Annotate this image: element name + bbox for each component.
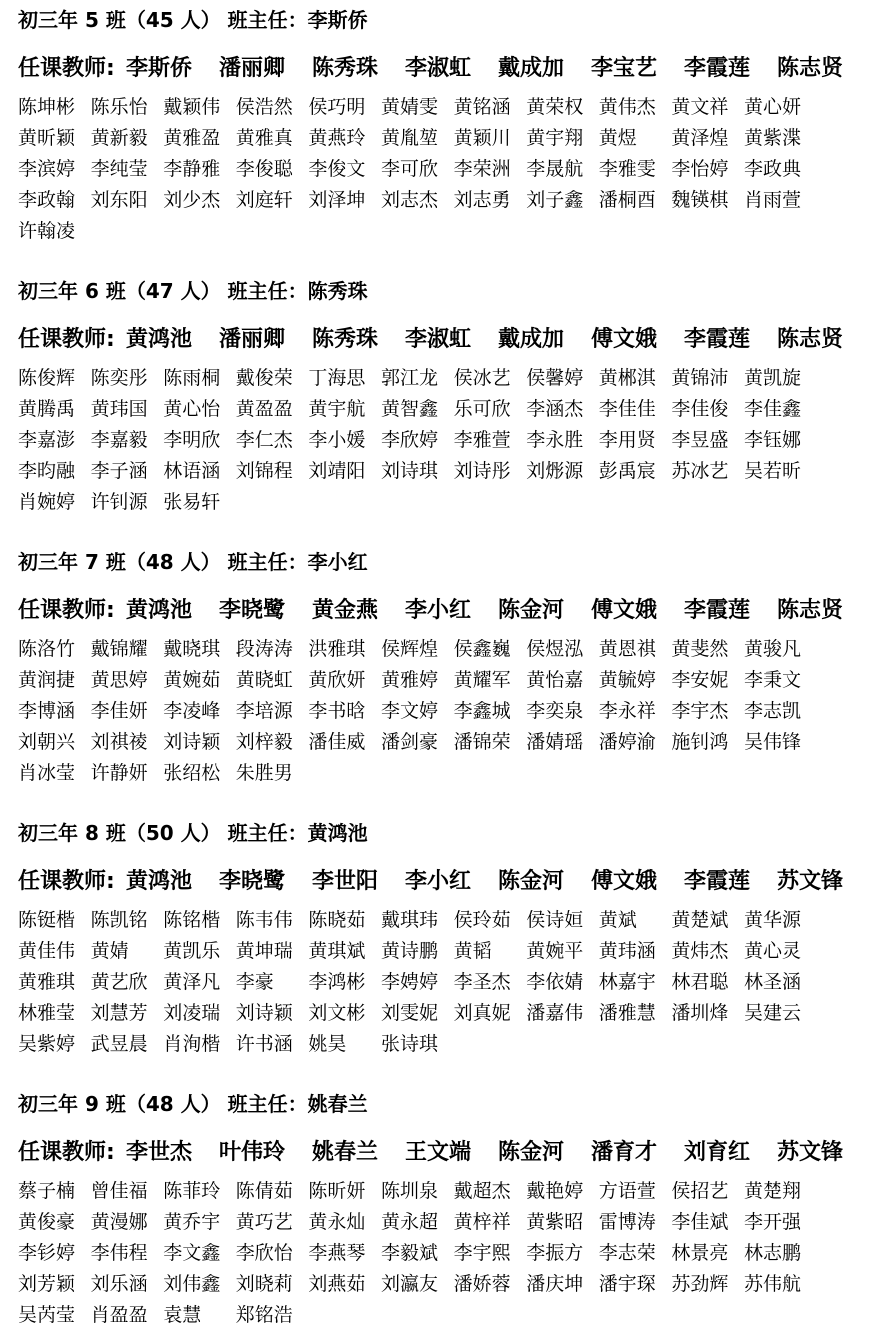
student-name: 潘婧瑶	[526, 731, 584, 753]
teacher-list	[18, 595, 870, 627]
student-name: 黄煜	[598, 127, 637, 149]
student-name: 黄紫昭	[526, 1211, 584, 1233]
student-name: 刘朝兴	[18, 731, 76, 753]
teacher-name: 傅文娥	[591, 869, 658, 894]
student-name: 李嘉毅	[90, 429, 148, 451]
student-name: 黄骏凡	[744, 638, 802, 660]
teacher-name: 傅文娥	[591, 327, 658, 352]
student-name: 苏伟航	[744, 1273, 802, 1295]
student-name: 陈雨桐	[163, 367, 221, 389]
student-name: 李佳佳	[598, 398, 656, 420]
student-name: 刘诗琪	[381, 460, 439, 482]
student-name: 张绍松	[163, 762, 221, 784]
student-name: 潘雅慧	[598, 1002, 656, 1024]
student-name: 刘雯妮	[381, 1002, 439, 1024]
student-name: 黄泽凡	[163, 971, 221, 993]
teacher-name: 李霞莲	[684, 869, 751, 894]
student-name: 刘志勇	[453, 189, 511, 211]
student-name: 陈凯铭	[90, 909, 148, 931]
student-name: 黄雅真	[235, 127, 293, 149]
class-title: 初三年 8 班（50 人） 班主任：黄鸿池	[18, 821, 368, 845]
student-name: 李用贤	[598, 429, 656, 451]
student-name: 李奕泉	[526, 700, 584, 722]
student-name: 林君聪	[671, 971, 729, 993]
student-name: 吴紫婷	[18, 1033, 76, 1055]
student-name: 黄郴淇	[598, 367, 656, 389]
student-name: 李永祥	[598, 700, 656, 722]
student-name: 李昀融	[18, 460, 76, 482]
student-name: 黄心灵	[744, 940, 802, 962]
student-name: 潘庆坤	[526, 1273, 584, 1295]
teacher-name: 潘育才	[591, 1140, 658, 1165]
student-name: 黄乔宇	[163, 1211, 221, 1233]
student-name: 曾佳福	[90, 1180, 148, 1202]
student-name: 李佳鑫	[744, 398, 802, 420]
student-name: 李俊文	[308, 158, 366, 180]
student-name: 陈坤彬	[18, 96, 76, 118]
student-name: 黄俊豪	[18, 1211, 76, 1233]
student-name: 戴俊荣	[235, 367, 293, 389]
student-name: 潘佳威	[308, 731, 366, 753]
student-name: 黄炜杰	[671, 940, 729, 962]
student-name: 刘梓毅	[235, 731, 293, 753]
student-name: 陈乐怡	[90, 96, 148, 118]
student-name: 许书涵	[235, 1033, 293, 1055]
student-name: 李仁杰	[235, 429, 293, 451]
student-name: 苏冰艺	[671, 460, 729, 482]
teacher-name: 陈金河	[498, 1140, 565, 1165]
student-name: 戴艳婷	[526, 1180, 584, 1202]
student-name: 黄恩祺	[598, 638, 656, 660]
student-name: 陈昕妍	[308, 1180, 366, 1202]
teacher-name: 潘丽卿	[219, 327, 286, 352]
teacher-name: 潘丽卿	[219, 56, 286, 81]
student-name: 潘锦荣	[453, 731, 511, 753]
student-name: 李小媛	[308, 429, 366, 451]
student-name: 黄韬	[453, 940, 492, 962]
student-name: 李宇杰	[671, 700, 729, 722]
student-name: 黄玮涵	[598, 940, 656, 962]
student-name: 戴琪玮	[381, 909, 439, 931]
teacher-label: 任课教师:	[18, 56, 115, 81]
student-name: 林景亮	[671, 1242, 729, 1264]
student-name: 黄婧雯	[381, 96, 439, 118]
student-name: 潘婷渝	[598, 731, 656, 753]
student-name: 戴锦耀	[90, 638, 148, 660]
student-name: 肖冰莹	[18, 762, 76, 784]
student-name: 侯玲茹	[453, 909, 511, 931]
teacher-label: 任课教师:	[18, 1140, 115, 1165]
student-name: 黄漫娜	[90, 1211, 148, 1233]
student-name: 彭禹宸	[598, 460, 656, 482]
teacher-name: 戴成加	[498, 327, 565, 352]
student-name: 李纯莹	[90, 158, 148, 180]
student-name: 李毅斌	[381, 1242, 439, 1264]
student-name: 黄宇翔	[526, 127, 584, 149]
teacher-name: 黄鸿池	[126, 598, 193, 623]
student-name: 李涵杰	[526, 398, 584, 420]
student-name: 刘慧芳	[90, 1002, 148, 1024]
student-name: 李雅雯	[598, 158, 656, 180]
teacher-list	[18, 53, 870, 85]
student-name: 李娉婷	[381, 971, 439, 993]
student-name: 黄润捷	[18, 669, 76, 691]
teacher-name: 李世杰	[126, 1140, 193, 1165]
student-name: 刘靖阳	[308, 460, 366, 482]
teacher-name: 李世阳	[312, 869, 379, 894]
student-name: 潘娇蓉	[453, 1273, 511, 1295]
student-name: 潘剑豪	[381, 731, 439, 753]
student-name: 黄耀军	[453, 669, 511, 691]
student-name: 黄昕颖	[18, 127, 76, 149]
teacher-name: 陈金河	[498, 869, 565, 894]
student-name: 姚昊	[308, 1033, 347, 1055]
student-name: 李政典	[744, 158, 802, 180]
student-name: 黄泽煌	[671, 127, 729, 149]
student-name: 李鸿彬	[308, 971, 366, 993]
student-name: 乐可欣	[453, 398, 511, 420]
teacher-name: 黄鸿池	[126, 327, 193, 352]
student-name: 林雅莹	[18, 1002, 76, 1024]
student-name: 侯馨婷	[526, 367, 584, 389]
student-name: 吴若昕	[744, 460, 802, 482]
student-name: 武昱晨	[90, 1033, 148, 1055]
student-name: 侯招艺	[671, 1180, 729, 1202]
student-name: 黄盈盈	[235, 398, 293, 420]
student-name: 黄燕玲	[308, 127, 366, 149]
teacher-name: 李霞莲	[684, 327, 751, 352]
teacher-name: 陈志贤	[777, 56, 844, 81]
student-name: 黄楚斌	[671, 909, 729, 931]
student-name: 李欣婷	[381, 429, 439, 451]
student-name: 李雅萱	[453, 429, 511, 451]
student-name: 黄新毅	[90, 127, 148, 149]
student-name: 刘锦程	[235, 460, 293, 482]
teacher-label: 任课教师:	[18, 869, 115, 894]
student-name: 吴建云	[744, 1002, 802, 1024]
student-name: 黄腾禹	[18, 398, 76, 420]
student-name: 黄荣权	[526, 96, 584, 118]
student-name: 李开强	[744, 1211, 802, 1233]
teacher-name: 李晓鹭	[219, 598, 286, 623]
student-name: 李佳斌	[671, 1211, 729, 1233]
student-name: 刘乐涵	[90, 1273, 148, 1295]
student-name: 黄婧	[90, 940, 129, 962]
student-name: 黄婉茹	[163, 669, 221, 691]
student-name: 黄凯乐	[163, 940, 221, 962]
student-name: 李凌峰	[163, 700, 221, 722]
teacher-name: 叶伟玲	[219, 1140, 286, 1165]
teacher-name: 苏文锋	[777, 1140, 844, 1165]
student-name: 林志鹏	[744, 1242, 802, 1264]
student-name: 侯冰艺	[453, 367, 511, 389]
student-name: 李可欣	[381, 158, 439, 180]
student-name: 李书晗	[308, 700, 366, 722]
student-name: 黄伟杰	[598, 96, 656, 118]
student-name: 黄雅琪	[18, 971, 76, 993]
student-name: 李豪	[235, 971, 274, 993]
student-name: 黄紫渫	[744, 127, 802, 149]
student-name: 黄文祥	[671, 96, 729, 118]
student-name: 李博涵	[18, 700, 76, 722]
teacher-name: 刘育红	[684, 1140, 751, 1165]
student-name: 陈铭楷	[163, 909, 221, 931]
student-name: 黄心怡	[163, 398, 221, 420]
student-name: 刘诗颖	[163, 731, 221, 753]
student-name: 戴超杰	[453, 1180, 511, 1202]
student-name: 张诗琪	[381, 1033, 439, 1055]
student-name: 黄宇航	[308, 398, 366, 420]
student-name: 刘诗彤	[453, 460, 511, 482]
student-name: 黄雅婷	[381, 669, 439, 691]
student-name: 肖盈盈	[90, 1304, 148, 1326]
student-name: 黄心妍	[744, 96, 802, 118]
teacher-name: 李淑虹	[405, 56, 472, 81]
student-name: 黄锦沛	[671, 367, 729, 389]
teacher-name: 李宝艺	[591, 56, 658, 81]
student-name: 李志凯	[744, 700, 802, 722]
student-name: 黄思婷	[90, 669, 148, 691]
student-name: 黄玮国	[90, 398, 148, 420]
student-name: 黄雅盈	[163, 127, 221, 149]
student-name: 黄艺欣	[90, 971, 148, 993]
student-name: 刘泽坤	[308, 189, 366, 211]
student-name: 李安妮	[671, 669, 729, 691]
teacher-name: 李霞莲	[684, 598, 751, 623]
student-name: 李钰娜	[744, 429, 802, 451]
student-name: 潘嘉伟	[526, 1002, 584, 1024]
teacher-name: 姚春兰	[312, 1140, 379, 1165]
student-name: 黄婉平	[526, 940, 584, 962]
student-name: 黄诗鹏	[381, 940, 439, 962]
student-name: 李文婷	[381, 700, 439, 722]
student-name: 陈铤楷	[18, 909, 76, 931]
teacher-name: 戴成加	[498, 56, 565, 81]
student-name: 李钐婷	[18, 1242, 76, 1264]
student-name: 李滨婷	[18, 158, 76, 180]
student-name: 刘伟鑫	[163, 1273, 221, 1295]
teacher-name: 苏文锋	[777, 869, 844, 894]
teacher-label: 任课教师:	[18, 327, 115, 352]
student-name: 肖婉婷	[18, 491, 76, 513]
student-name: 黄佳伟	[18, 940, 76, 962]
student-name: 潘圳烽	[671, 1002, 729, 1024]
teacher-label: 任课教师:	[18, 598, 115, 623]
student-name: 林嘉宇	[598, 971, 656, 993]
student-name: 李荣洲	[453, 158, 511, 180]
student-name: 刘晓莉	[235, 1273, 293, 1295]
student-name: 施钊鸿	[671, 731, 729, 753]
student-name: 刘祺祾	[90, 731, 148, 753]
student-name: 袁慧	[163, 1304, 202, 1326]
teacher-name: 黄金燕	[312, 598, 379, 623]
student-name: 李嘉澎	[18, 429, 76, 451]
student-name: 黄晓虹	[235, 669, 293, 691]
student-name: 张易轩	[163, 491, 221, 513]
student-name: 黄华源	[744, 909, 802, 931]
student-name: 许翰凌	[18, 220, 76, 242]
student-name: 肖洵楷	[163, 1033, 221, 1055]
student-name: 侯辉煌	[381, 638, 439, 660]
student-name: 吴芮莹	[18, 1304, 76, 1326]
student-name: 戴颖伟	[163, 96, 221, 118]
teacher-name: 陈志贤	[777, 598, 844, 623]
student-name: 黄铭涵	[453, 96, 511, 118]
student-name: 洪雅琪	[308, 638, 366, 660]
student-name: 黄欣妍	[308, 669, 366, 691]
student-name: 李欣怡	[235, 1242, 293, 1264]
student-name: 陈晓茹	[308, 909, 366, 931]
student-name: 朱胜男	[235, 762, 293, 784]
student-name: 刘瀛友	[381, 1273, 439, 1295]
teacher-name: 李淑虹	[405, 327, 472, 352]
student-name: 丁海思	[308, 367, 366, 389]
student-name: 黄琪斌	[308, 940, 366, 962]
teacher-name: 李霞莲	[684, 56, 751, 81]
student-name: 黄楚翔	[744, 1180, 802, 1202]
student-name: 黄智鑫	[381, 398, 439, 420]
class-title: 初三年 6 班（47 人） 班主任：陈秀珠	[18, 279, 368, 303]
student-name: 李政翰	[18, 189, 76, 211]
student-name: 刘诗颖	[235, 1002, 293, 1024]
student-name: 蔡子楠	[18, 1180, 76, 1202]
student-name: 许钊源	[90, 491, 148, 513]
teacher-name: 李晓鹭	[219, 869, 286, 894]
student-name: 魏锳棋	[671, 189, 729, 211]
teacher-name: 陈秀珠	[312, 327, 379, 352]
student-name: 刘烿源	[526, 460, 584, 482]
student-name: 侯煜泓	[526, 638, 584, 660]
student-name: 李振方	[526, 1242, 584, 1264]
student-name: 李秉文	[744, 669, 802, 691]
student-name: 陈洛竹	[18, 638, 76, 660]
student-name: 黄怡嘉	[526, 669, 584, 691]
student-name: 刘少杰	[163, 189, 221, 211]
student-name: 黄斐然	[671, 638, 729, 660]
teacher-name: 黄鸿池	[126, 869, 193, 894]
student-name: 侯诗姮	[526, 909, 584, 931]
student-name: 李昱盛	[671, 429, 729, 451]
student-name: 刘芳颖	[18, 1273, 76, 1295]
student-name: 林圣涵	[744, 971, 802, 993]
student-name: 刘燕茹	[308, 1273, 366, 1295]
student-name: 苏劲辉	[671, 1273, 729, 1295]
student-name: 陈圳泉	[381, 1180, 439, 1202]
student-name: 黄坤瑞	[235, 940, 293, 962]
student-name: 刘志杰	[381, 189, 439, 211]
student-name: 侯浩然	[235, 96, 293, 118]
student-name: 李永胜	[526, 429, 584, 451]
student-name: 黄胤堃	[381, 127, 439, 149]
student-name: 许静妍	[90, 762, 148, 784]
student-name: 李鑫城	[453, 700, 511, 722]
student-name: 李子涵	[90, 460, 148, 482]
teacher-list	[18, 324, 870, 356]
student-name: 李志荣	[598, 1242, 656, 1264]
student-name: 黄梓祥	[453, 1211, 511, 1233]
teacher-name: 陈金河	[498, 598, 565, 623]
teacher-name: 李小红	[405, 598, 472, 623]
student-name: 李宇熙	[453, 1242, 511, 1264]
student-name: 侯鑫巍	[453, 638, 511, 660]
student-name: 黄永超	[381, 1211, 439, 1233]
student-name: 李静雅	[163, 158, 221, 180]
student-name: 郭江龙	[381, 367, 439, 389]
student-name: 陈韦伟	[235, 909, 293, 931]
student-name: 肖雨萱	[744, 189, 802, 211]
student-name: 李晟航	[526, 158, 584, 180]
teacher-list	[18, 1137, 870, 1169]
teacher-name: 王文端	[405, 1140, 472, 1165]
student-name: 林语涵	[163, 460, 221, 482]
student-name: 郑铭浩	[235, 1304, 293, 1326]
student-name: 黄永灿	[308, 1211, 366, 1233]
student-name: 刘东阳	[90, 189, 148, 211]
teacher-list	[18, 866, 870, 898]
student-name: 李伟程	[90, 1242, 148, 1264]
student-name: 李文鑫	[163, 1242, 221, 1264]
student-name: 方语萱	[598, 1180, 656, 1202]
student-name: 潘宇琛	[598, 1273, 656, 1295]
student-name: 李圣杰	[453, 971, 511, 993]
student-name: 黄颖川	[453, 127, 511, 149]
student-name: 李怡婷	[671, 158, 729, 180]
student-name: 戴晓琪	[163, 638, 221, 660]
class-title: 初三年 7 班（48 人） 班主任：李小红	[18, 550, 368, 574]
student-name: 李明欣	[163, 429, 221, 451]
student-name: 黄毓婷	[598, 669, 656, 691]
student-name: 李俊聪	[235, 158, 293, 180]
teacher-name: 李斯侨	[126, 56, 193, 81]
student-name: 雷博涛	[598, 1211, 656, 1233]
student-name: 侯巧明	[308, 96, 366, 118]
student-name: 黄凯旋	[744, 367, 802, 389]
student-name: 李佳俊	[671, 398, 729, 420]
student-name: 李培源	[235, 700, 293, 722]
class-title: 初三年 9 班（48 人） 班主任：姚春兰	[18, 1092, 368, 1116]
student-name: 李佳妍	[90, 700, 148, 722]
student-name: 黄巧艺	[235, 1211, 293, 1233]
student-name: 刘庭轩	[235, 189, 293, 211]
student-name: 刘文彬	[308, 1002, 366, 1024]
student-name: 刘凌瑞	[163, 1002, 221, 1024]
student-name: 刘真妮	[453, 1002, 511, 1024]
class-title: 初三年 5 班（45 人） 班主任：李斯侨	[18, 8, 368, 32]
student-name: 潘桐酉	[598, 189, 656, 211]
student-name: 陈菲玲	[163, 1180, 221, 1202]
student-name: 黄斌	[598, 909, 637, 931]
teacher-name: 陈秀珠	[312, 56, 379, 81]
student-name: 陈俊辉	[18, 367, 76, 389]
student-name: 李燕琴	[308, 1242, 366, 1264]
teacher-name: 傅文娥	[591, 598, 658, 623]
student-name: 段涛涛	[235, 638, 293, 660]
student-name: 刘子鑫	[526, 189, 584, 211]
student-name: 李依婧	[526, 971, 584, 993]
teacher-name: 李小红	[405, 869, 472, 894]
student-name: 吴伟锋	[744, 731, 802, 753]
student-name: 陈倩茹	[235, 1180, 293, 1202]
student-name: 陈奕彤	[90, 367, 148, 389]
teacher-name: 陈志贤	[777, 327, 844, 352]
